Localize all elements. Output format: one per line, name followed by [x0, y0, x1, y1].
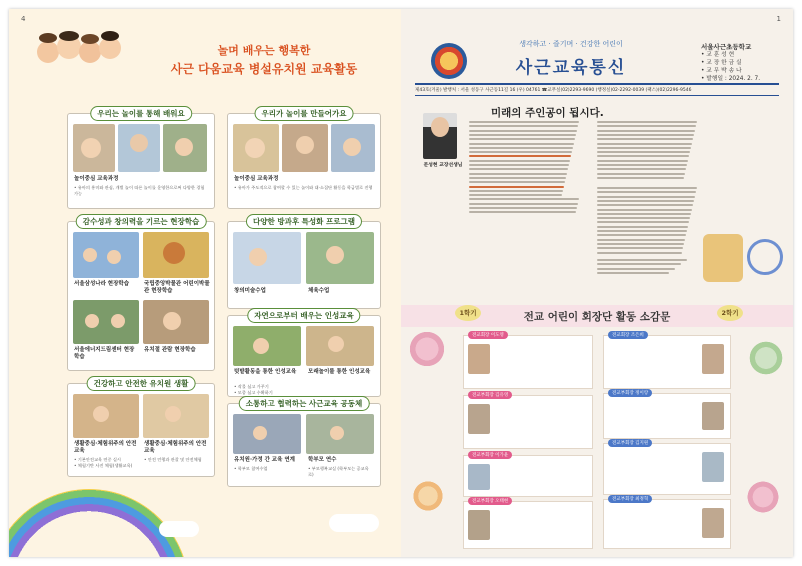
caption: 창의미술수업: [234, 288, 266, 294]
student-essay: [463, 501, 593, 549]
student-name-label: 전교부회장 최정혁: [608, 495, 652, 503]
student-essay: [463, 395, 593, 449]
section-title: 다양한 방과후 특성화 프로그램: [246, 214, 362, 229]
text-line: [597, 187, 697, 189]
section-community: [227, 399, 381, 487]
page-number: 1: [776, 15, 781, 23]
children-illustration: [37, 31, 127, 75]
text-line: [469, 134, 576, 136]
text-line: [597, 160, 688, 162]
photo: [233, 124, 279, 172]
section-title: 감수성과 창의력을 기르는 현장학습: [76, 214, 207, 229]
student-photo: [702, 344, 724, 374]
student-essay: [463, 455, 593, 497]
caption: 모래놀이를 통한 인성교육: [308, 369, 371, 375]
photo: [73, 232, 139, 278]
section-afterschool: [227, 217, 381, 309]
text-line: [469, 194, 562, 196]
info-line: • 교 장 한 금 실: [701, 60, 742, 66]
caption-detail: • 부모행복교실 (학부모는 공교육로): [308, 466, 369, 477]
text-line: [597, 134, 694, 136]
headline-line1: 놀며 배우는 행복한: [217, 44, 311, 57]
student-photo: [468, 404, 490, 434]
photo: [163, 124, 207, 172]
robot-illustration: [703, 234, 743, 282]
caption-detail: • 기본안전교육 연중 실시 • 체험기반 사진 체험(생활교육): [74, 457, 133, 468]
text-line: [597, 151, 690, 153]
newsletter-title: 사근교육통신: [515, 58, 627, 78]
text-line: [597, 221, 689, 223]
text-line: [469, 143, 574, 145]
photo: [143, 232, 209, 278]
text-line: [597, 259, 687, 261]
text-line: [597, 272, 669, 274]
school-emblem-icon: [431, 43, 467, 79]
caption-detail: • 유아가 주도적으로 참여할 수 있는 놀이와 대·소집단 활동을 학급별로 진행: [234, 185, 373, 190]
caption: 생활중심·체험위주의 안전교육: [144, 441, 207, 454]
caption-detail: • 유아의 흥미와 관심, 개별 놀이 따른 놀이를 운영한으로써 다양한 경험 가능: [74, 185, 205, 196]
text-line: [597, 121, 697, 123]
text-line: [597, 209, 692, 211]
caption-detail: • 학부모 참여수업: [234, 466, 268, 471]
student-name-label: 전교부회장 김지원: [608, 439, 652, 447]
student-photo: [468, 344, 490, 374]
page-number: 4: [21, 15, 26, 23]
text-line: [469, 203, 578, 205]
student-name-label: 전교회장 조은희: [608, 331, 648, 339]
caption-detail: • 작물 심고 가꾸기 • 모종 심고 수확하기: [234, 384, 273, 395]
student-essay: [603, 393, 731, 439]
section-field-trips: [67, 217, 215, 371]
text-line: [597, 252, 682, 254]
text-line: [469, 173, 567, 175]
principal-face: [431, 117, 449, 137]
text-line: [469, 198, 579, 200]
text-line: [469, 130, 577, 132]
left-page: [9, 9, 401, 557]
cloud-decoration: [329, 514, 379, 532]
student-essay: [603, 335, 731, 389]
text-line: [597, 217, 690, 219]
text-line: [469, 160, 570, 162]
text-line: [469, 121, 579, 123]
text-line: [597, 247, 683, 249]
text-line: [469, 207, 577, 209]
flower-decoration: [407, 329, 447, 369]
student-name-label: 전교부회장 오태현: [468, 497, 512, 505]
section-play-learning: [67, 109, 215, 209]
text-line: [597, 230, 687, 232]
flower-decoration: [411, 479, 445, 513]
student-photo: [702, 402, 724, 430]
info-line: • 교 무 박 송 나: [701, 68, 742, 74]
photo: [282, 124, 328, 172]
section-title: 우리가 놀이를 만들어가요: [255, 106, 354, 121]
flower-decoration: [745, 479, 781, 515]
photo: [233, 326, 301, 366]
text-line: [597, 164, 687, 166]
text-line: [469, 168, 568, 170]
student-name-label: 전교부회장 이가윤: [468, 451, 512, 459]
headline: [159, 42, 369, 77]
student-photo: [702, 452, 724, 482]
caption: 서울삼성나라 현장학습: [74, 281, 130, 287]
text-line: [469, 125, 578, 127]
text-line: [597, 226, 688, 228]
caption: 유치절 관람 현장학습: [144, 347, 196, 353]
text-line: [597, 138, 693, 140]
photo: [73, 124, 115, 172]
text-line: [597, 143, 692, 145]
photo: [73, 394, 139, 438]
section-title: 소통하고 협력하는 사근교육 공동체: [239, 396, 370, 411]
article-title: 미래의 주인공이 됩시다.: [491, 107, 604, 119]
student-name-label: 전교부회장 정이랑: [608, 389, 652, 397]
text-line: [597, 168, 686, 170]
caption-detail: • 안전 언행과 관찰 및 안전체험: [144, 457, 202, 462]
student-photo: [468, 510, 490, 540]
text-line: [597, 173, 685, 175]
text-line: [469, 186, 564, 188]
caption: 놀이중심 교육과정: [234, 176, 279, 182]
text-line: [597, 204, 693, 206]
tagline: 생각하고 · 즐기며 · 건강한 어린이: [519, 40, 623, 48]
info-line: • 발행일 : 2024. 2. 7.: [701, 76, 761, 82]
photo: [118, 124, 160, 172]
cloud-decoration: [159, 521, 199, 537]
student-name-label: 전교회장 이도영: [468, 331, 508, 339]
text-line: [597, 234, 686, 236]
text-line: [469, 138, 575, 140]
text-line: [597, 263, 681, 265]
section-making-play: [227, 109, 381, 209]
photo: [233, 414, 301, 454]
photo: [233, 232, 301, 284]
text-line: [597, 196, 695, 198]
section-safety: [67, 379, 215, 477]
text-line: [469, 151, 572, 153]
photo: [143, 394, 209, 438]
student-essay: [603, 443, 731, 495]
section-title: 전교 어린이 회장단 활동 소감문: [523, 311, 671, 323]
photo: [73, 300, 139, 344]
student-photo: [702, 508, 724, 538]
headline-line2: 사근 다움교육 병설유치원 교육활동: [170, 62, 358, 76]
caption: 텃밭활동을 통한 인성교육: [234, 369, 297, 375]
school-name: 서울사근초등학교: [701, 43, 752, 51]
text-line: [597, 147, 691, 149]
right-page: [401, 9, 793, 557]
text-line: [597, 177, 684, 179]
text-line: [597, 191, 696, 193]
caption: 놀이중심 교육과정: [74, 176, 119, 182]
gear-icon: [747, 239, 783, 275]
photo: [306, 326, 374, 366]
section-title: 건강하고 안전한 유치원 생활: [87, 376, 196, 391]
section-title: 자연으로부터 배우는 인성교육: [247, 308, 360, 323]
student-photo: [468, 464, 490, 490]
caption: 체육수업: [308, 288, 330, 294]
caption: 유치원·가정 간 교육 연계: [234, 457, 295, 463]
photo: [306, 232, 374, 284]
text-line: [469, 177, 566, 179]
student-essay: [463, 335, 593, 389]
text-line: [597, 155, 689, 157]
text-line: [597, 130, 695, 132]
text-line: [597, 200, 694, 202]
photo: [306, 414, 374, 454]
caption: 생활중심·체험위주의 안전교육: [74, 441, 137, 454]
text-line: [597, 268, 675, 270]
publication-meta: 제43호(겨울) 발행처 : 서울 성동구 사근동11길 16 (우) 04761 ☎교무실(02)2293-9690 (행정실)02-2292-0039 (팩스)(02)2296-9546: [415, 83, 779, 96]
info-line: • 교 훈 성 현: [701, 52, 735, 58]
badge-2nd-semester: 2학기: [717, 305, 743, 321]
caption: 국립중앙박물관 어린이박물관 현장학습: [144, 281, 210, 294]
newsletter-spread: [9, 9, 793, 557]
text-line: [469, 147, 573, 149]
photo: [143, 300, 209, 344]
section-nature: [227, 311, 381, 397]
text-line: [597, 243, 684, 245]
photo: [331, 124, 375, 172]
section-title: 우리는 놀이를 통해 배워요: [90, 106, 192, 121]
text-line: [469, 181, 565, 183]
text-line: [469, 164, 569, 166]
principal-caption: 문성현 교장선생님: [423, 163, 463, 168]
text-line: [597, 125, 696, 127]
badge-1st-semester: 1학기: [455, 305, 481, 321]
text-line: [597, 213, 691, 215]
student-name-label: 전교부회장 김유영: [468, 391, 512, 399]
caption: 학부모 연수: [308, 457, 337, 463]
student-essay: [603, 499, 731, 549]
caption: 서울에너지드림센터 현장학습: [74, 347, 135, 360]
text-line: [597, 239, 685, 241]
text-line: [469, 211, 576, 213]
school-info: [701, 43, 777, 83]
text-line: [469, 190, 563, 192]
text-line: [469, 155, 571, 157]
flower-decoration: [747, 339, 785, 377]
